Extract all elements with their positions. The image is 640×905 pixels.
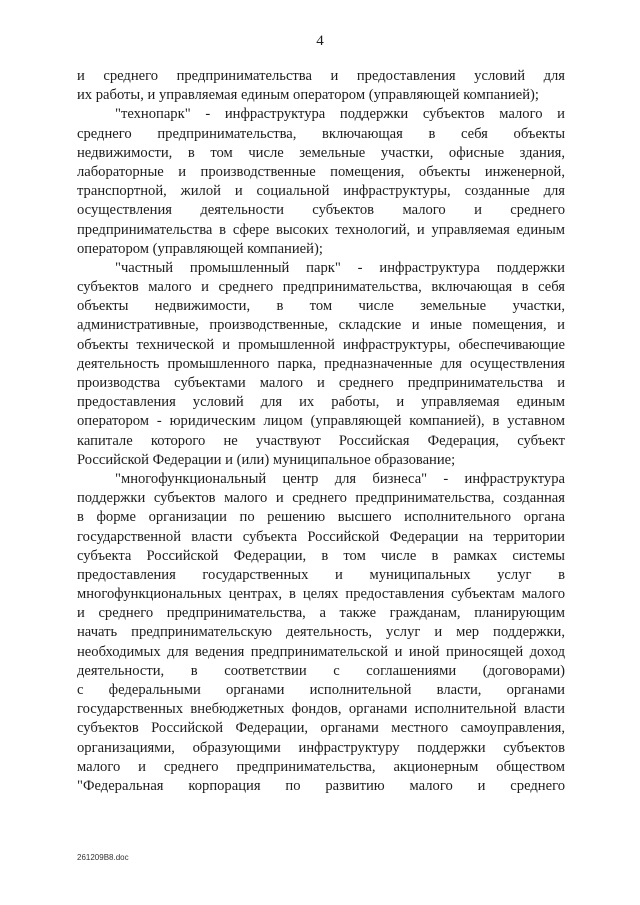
text-line: и среднего предпринимательства и предоставления условий для: [77, 68, 565, 84]
text-line: субъекта Российской Федерации, в том числе в рамках системы: [77, 547, 565, 564]
text-line: капитале которого не участвуют Российская Федерация, субъект: [77, 432, 565, 449]
text-line: деятельность промышленного парка, предназначенные для осуществления: [77, 355, 565, 372]
text-line: предоставления государственных и муниципальных услуг в: [77, 566, 565, 583]
text-line: лабораторные и производственные помещения, объекты инженерной,: [77, 163, 565, 180]
page-number: 4: [316, 33, 324, 49]
text-line: объекты недвижимости, в том числе земельные участки,: [77, 298, 565, 315]
text-line: малого и среднего предпринимательства, акционерным обществом: [77, 758, 565, 775]
text-line: поддержки субъектов малого и среднего предпринимательства, созданная: [77, 490, 565, 507]
text-line: "Федеральная корпорация по развитию малого и среднего: [77, 777, 565, 794]
paragraph-first-line: "многофункциональный центр для бизнеса" - инфраструктура: [115, 470, 565, 487]
text-line: и среднего предпринимательства, а также гражданам, планирующим: [77, 605, 565, 622]
text-line: многофункциональных центрах, в целях предоставления субъектам малого: [77, 586, 565, 603]
text-line: с федеральными органами исполнительной власти, органами: [77, 682, 565, 698]
text-line: Российской Федерации и (или) муниципальное образование;: [77, 451, 456, 468]
text-line: субъектов малого и среднего предпринимательства, включающая в себя: [77, 279, 565, 296]
text-line: деятельности, в соответствии с соглашениями (договорами): [77, 662, 565, 679]
text-line: оператором (управляющей компанией);: [77, 240, 323, 257]
text-line: организациями, образующими инфраструктуру поддержки субъектов: [77, 739, 565, 756]
text-line: государственной власти субъекта Российской Федерации на территории: [77, 528, 565, 545]
paragraph-first-line: "технопарк" - инфраструктура поддержки субъектов малого и: [115, 106, 565, 123]
text-line: их работы, и управляемая единым оператором (управляющей компанией);: [77, 87, 539, 104]
text-line: объекты технической и промышленной инфраструктуры, обеспечивающие: [77, 336, 565, 353]
document-file-code: 261209B8.doc: [77, 853, 129, 862]
text-line: административные, производственные, складские и иные помещения, и: [77, 317, 565, 334]
text-line: субъектов Российской Федерации, органами местного самоуправления,: [77, 720, 565, 737]
text-line: необходимых для ведения предпринимательской и иной приносящей доход: [77, 643, 565, 660]
text-line: в форме организации по решению высшего исполнительного органа: [77, 509, 565, 526]
text-line: среднего предпринимательства, включающая в себя объекты: [77, 125, 565, 142]
text-line: производства субъектами малого и среднего предпринимательства и: [77, 375, 565, 391]
text-line: государственных внебюджетных фондов, органами исполнительной власти: [77, 701, 565, 718]
paragraph-first-line: "частный промышленный парк" - инфраструктура поддержки: [115, 259, 565, 276]
text-line: транспортной, жилой и социальной инфраструктуры, созданные для: [77, 183, 565, 200]
text-line: начать предпринимательскую деятельность, услуг и мер поддержки,: [77, 624, 565, 641]
text-line: оператором - юридическим лицом (управляющей компанией), в уставном: [77, 413, 565, 430]
document-body: [77, 67, 565, 796]
text-line: осуществления деятельности субъектов малого и среднего: [77, 202, 565, 219]
text-line: предпринимательства в сфере высоких технологий, и управляемая единым: [77, 221, 565, 238]
text-line: недвижимости, в том числе земельные участки, офисные здания,: [77, 144, 565, 161]
text-line: предоставления условий для их работы, и управляемая единым: [77, 394, 565, 411]
